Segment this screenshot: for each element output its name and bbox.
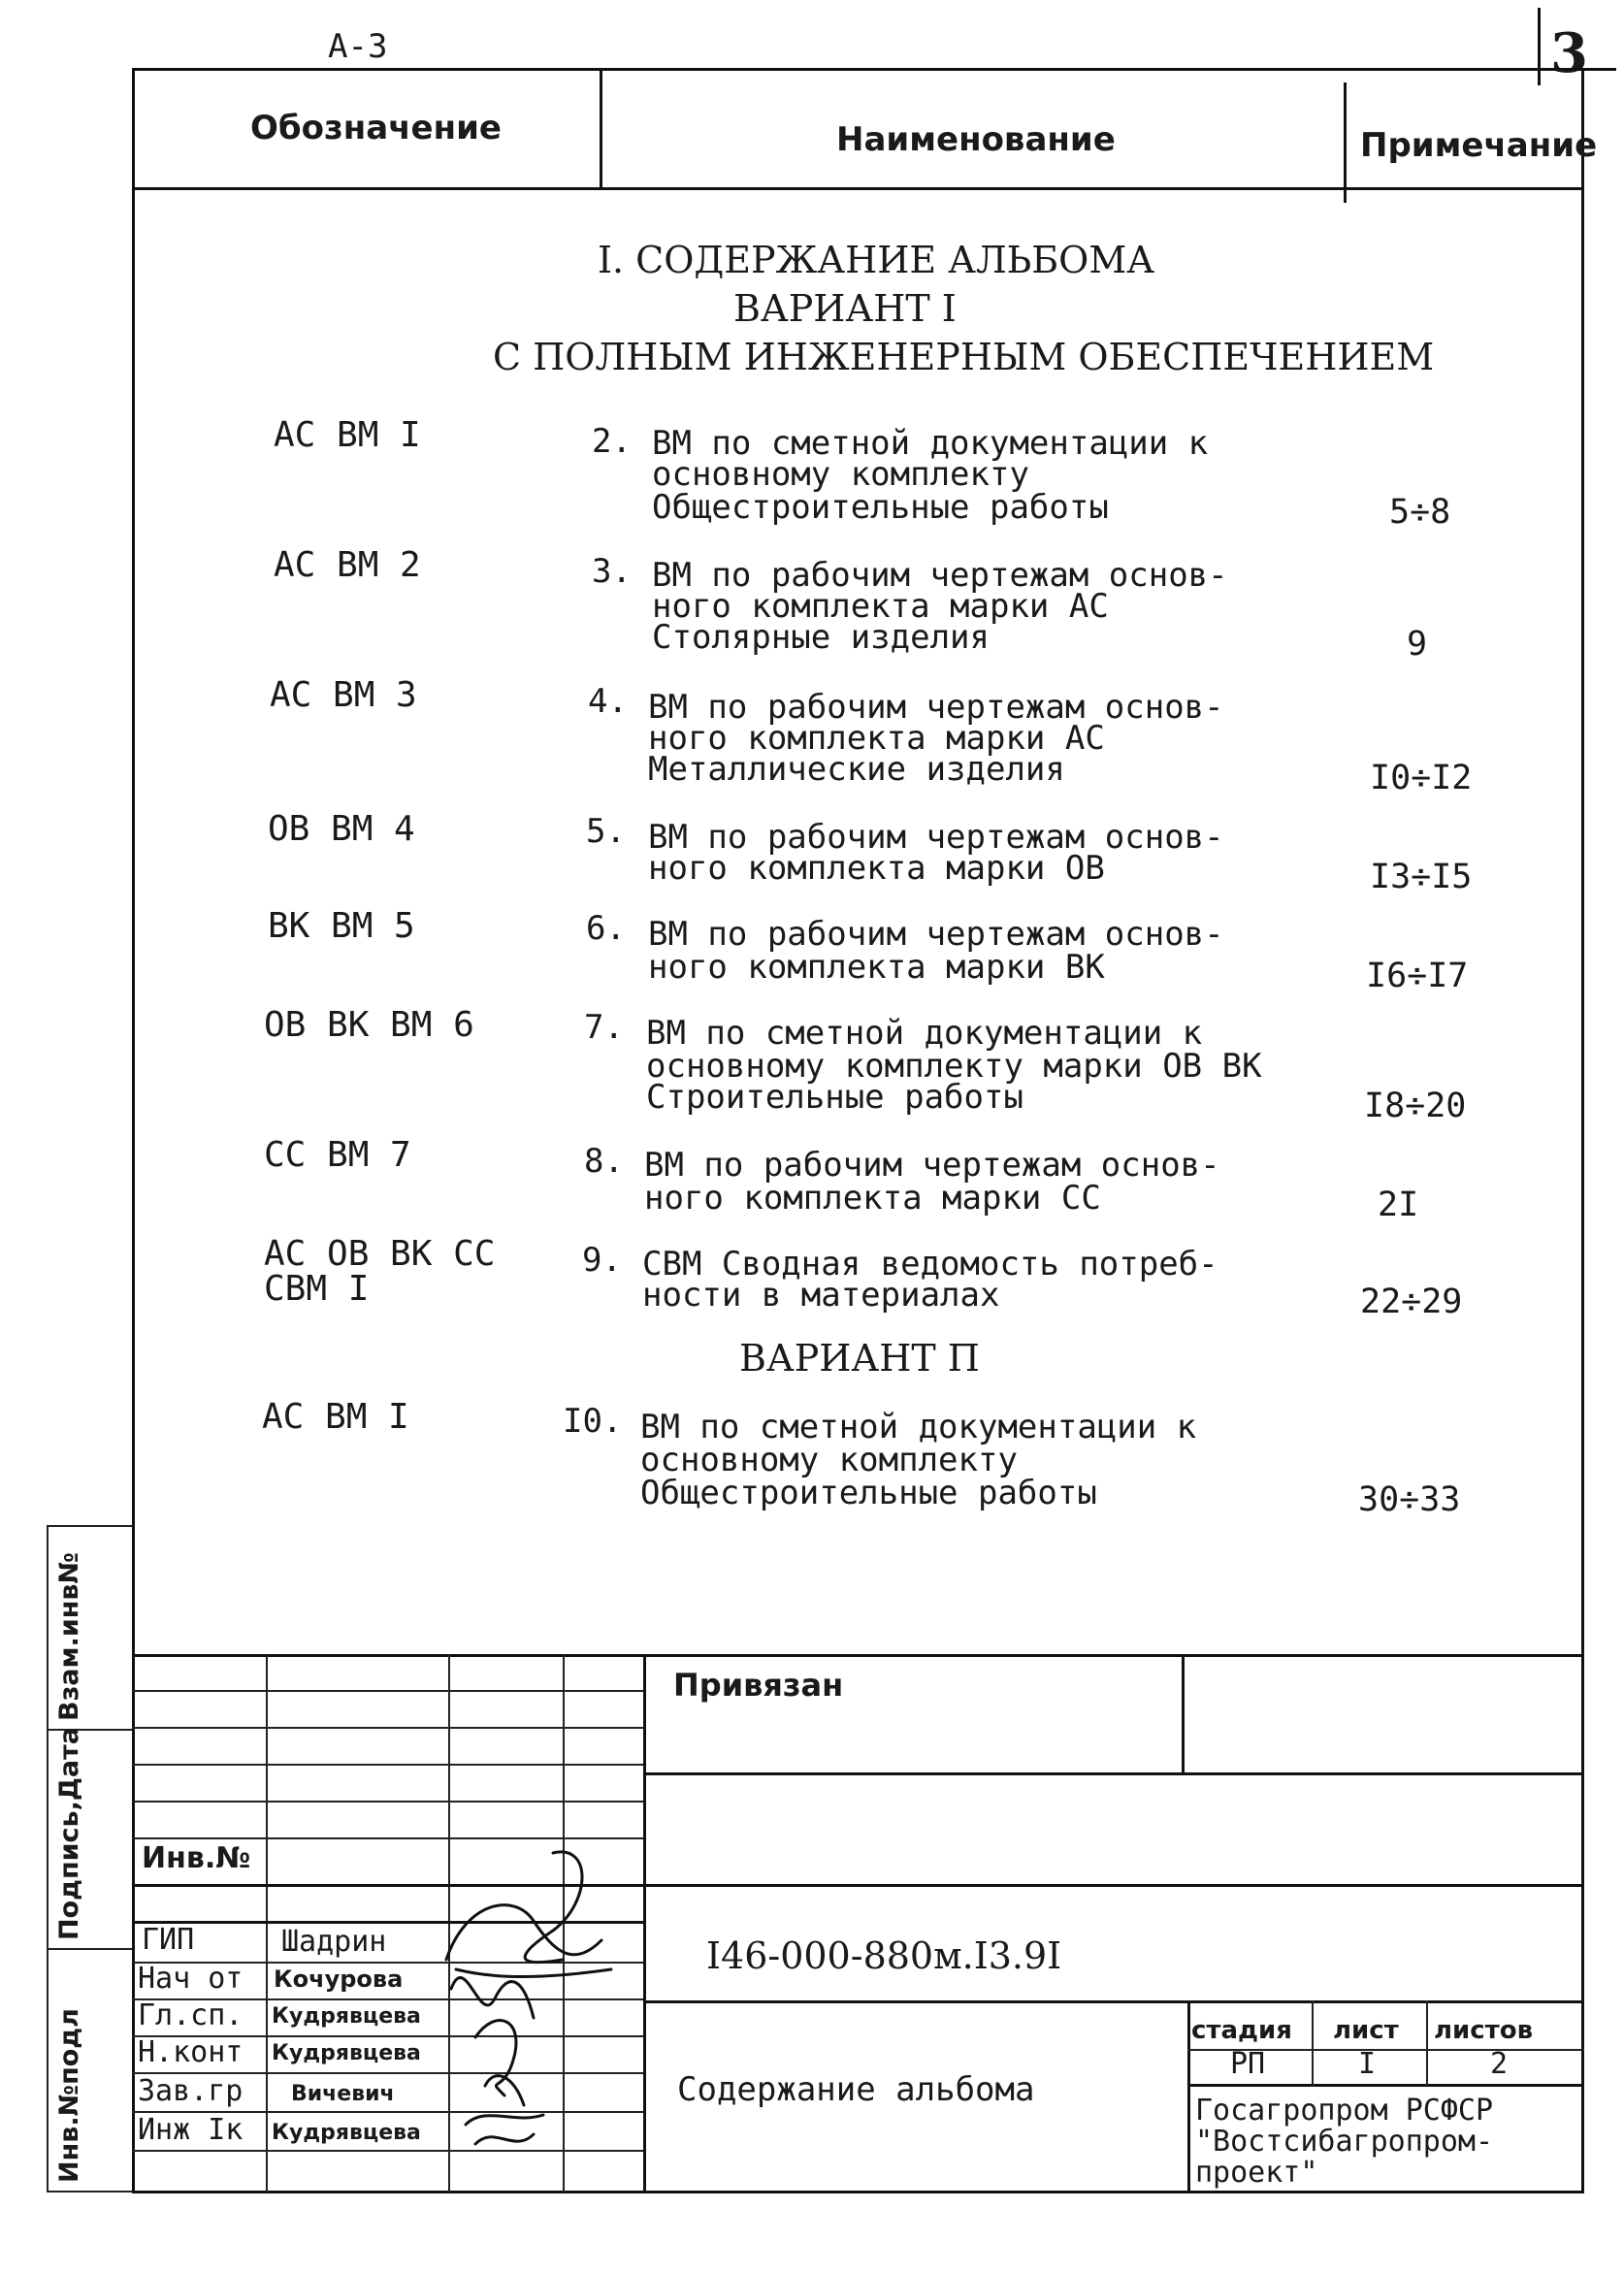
organization-line: Госагропром РСФСР <box>1195 2094 1494 2128</box>
entry-code: СС ВМ 7 <box>264 1135 411 1175</box>
title-block-border <box>643 1884 1584 1887</box>
side-stamp-border <box>47 1525 132 1527</box>
signer-role: Зав.гр <box>138 2074 244 2108</box>
entry-text: ного комплекта марки АС <box>648 719 1105 758</box>
signer-name: Кудрявцева <box>272 2121 421 2145</box>
title-block-border <box>132 1654 1584 1657</box>
signer-name: Кудрявцева <box>272 2004 421 2029</box>
entry-pages: I8÷20 <box>1364 1087 1467 1125</box>
entry-text: Строительные работы <box>646 1078 1023 1117</box>
signer-name: Шадрин <box>281 1925 387 1959</box>
title-block-border <box>1426 2000 1428 2086</box>
entry-text: Общестроительные работы <box>640 1474 1097 1512</box>
entry-number: 3. <box>592 552 632 591</box>
entry-number: 4. <box>588 682 628 721</box>
entry-text: ВМ по рабочим чертежам основ- <box>652 556 1228 595</box>
signer-role: Нач от <box>138 1962 244 1996</box>
title-block-border <box>1187 2000 1190 2193</box>
sheets-value: 2 <box>1490 2047 1509 2081</box>
document-title: Содержание альбома <box>677 2070 1035 2109</box>
signer-role: Инж Iк <box>138 2113 244 2147</box>
entry-text: основному комплекту <box>640 1441 1018 1479</box>
document-code: I46-000-880м.I3.9I <box>706 1934 1062 1977</box>
variant-1-title: ВАРИАНТ I <box>733 287 957 330</box>
entry-text: основному комплекту <box>652 455 1029 494</box>
side-stamp-border <box>47 1948 132 1950</box>
signer-name: Кудрявцева <box>272 2041 421 2065</box>
entry-code: ОВ ВМ 4 <box>268 809 415 849</box>
entry-text: ного комплекта марки ОВ <box>648 849 1105 888</box>
variant-2-title: ВАРИАНТ П <box>739 1337 980 1380</box>
side-stamp-border <box>47 2191 132 2193</box>
entry-code: АС ВМ I <box>274 415 421 455</box>
entry-code: АС ВМ 2 <box>274 545 421 585</box>
side-stamp-podpis: Подпись,Дата <box>54 1727 84 1940</box>
bound-label: Привязан <box>673 1667 844 1704</box>
entry-code: ОВ ВК ВМ 6 <box>264 1005 474 1045</box>
header-divider <box>132 187 1584 190</box>
entry-code: АС ВМ I <box>262 1397 409 1437</box>
inv-number-label: Инв.№ <box>142 1841 251 1875</box>
side-stamp-vzam: Взам.инв№ <box>54 1552 84 1721</box>
entry-number: 8. <box>584 1142 624 1181</box>
entry-text: ВМ по рабочим чертежам основ- <box>648 915 1224 954</box>
format-label: А-3 <box>328 27 388 66</box>
entry-code: ВК ВМ 5 <box>268 906 415 946</box>
header-note: Примечание <box>1360 126 1598 165</box>
title-block-border <box>1187 2084 1584 2087</box>
entry-pages: I6÷I7 <box>1366 957 1469 995</box>
title-block-border <box>132 1690 643 1692</box>
entry-text: ности в материалах <box>642 1276 1000 1315</box>
stage-value: РП <box>1230 2047 1266 2081</box>
title-block-border <box>132 1801 643 1803</box>
frame-line <box>1581 68 1584 2193</box>
signer-name: Вичевич <box>291 2082 395 2106</box>
frame-line <box>132 68 1616 71</box>
section-subtitle: С ПОЛНЫМ ИНЖЕНЕРНЫМ ОБЕСПЕЧЕНИЕМ <box>493 336 1435 378</box>
sheet-value: I <box>1358 2047 1377 2081</box>
sheet-label: лист <box>1333 2016 1399 2045</box>
entry-pages: 9 <box>1407 625 1428 664</box>
title-block-border <box>132 1727 643 1729</box>
signer-name: Кочурова <box>274 1965 404 1993</box>
frame-line <box>132 2191 1584 2193</box>
entry-text: ного комплекта марки ВК <box>648 948 1105 987</box>
header-name: Наименование <box>836 120 1116 159</box>
entry-text: ного комплекта марки СС <box>644 1179 1101 1218</box>
entry-number: 9. <box>582 1241 622 1280</box>
entry-pages: I3÷I5 <box>1370 858 1473 896</box>
entry-text: ВМ по сметной документации к <box>640 1408 1197 1446</box>
entry-number: 5. <box>586 812 626 851</box>
title-block-border <box>643 1772 1584 1775</box>
title-block-border <box>132 1764 643 1766</box>
signer-role: ГИП <box>142 1923 195 1957</box>
stage-label: стадия <box>1191 2016 1292 2045</box>
entry-pages: 30÷33 <box>1358 1480 1461 1519</box>
entry-pages: 5÷8 <box>1389 493 1451 532</box>
header-divider <box>1344 82 1347 203</box>
sheets-label: листов <box>1434 2016 1534 2045</box>
entry-text: СВМ Сводная ведомость потреб- <box>642 1245 1218 1283</box>
header-designation: Обозначение <box>250 109 502 147</box>
signer-role: Н.конт <box>138 2035 244 2069</box>
signer-role: Гл.сп. <box>138 1998 244 2032</box>
entry-number: 2. <box>592 422 632 461</box>
page-number: 3 <box>1550 21 1588 85</box>
entry-text: Общестроительные работы <box>652 488 1109 527</box>
title-block-border <box>643 2000 1584 2003</box>
entry-pages: I0÷I2 <box>1370 759 1473 797</box>
entry-text: ВМ по рабочим чертежам основ- <box>644 1146 1220 1185</box>
entry-pages: 2I <box>1378 1186 1419 1224</box>
entry-code: АС ОВ ВК СС <box>264 1234 496 1274</box>
entry-text: ВМ по сметной документации к <box>652 424 1209 463</box>
entry-pages: 22÷29 <box>1360 1283 1463 1321</box>
entry-number: I0. <box>563 1402 623 1441</box>
section-title: I. СОДЕРЖАНИЕ АЛЬБОМА <box>598 239 1155 281</box>
entry-code: СВМ I <box>264 1269 370 1309</box>
entry-text: ного комплекта марки АС <box>652 587 1109 626</box>
title-block-border <box>1182 1654 1185 1774</box>
frame-line <box>132 68 135 2193</box>
entry-number: 6. <box>586 909 626 948</box>
side-stamp-inv: Инв.№подл <box>54 2008 84 2183</box>
organization-line: проект" <box>1195 2156 1318 2190</box>
frame-line <box>1538 8 1541 85</box>
organization-line: "Востсибагропром- <box>1195 2125 1494 2159</box>
title-block-border <box>1312 2000 1314 2086</box>
handwritten-signatures <box>427 1834 621 2163</box>
entry-code: АС ВМ 3 <box>270 675 417 715</box>
entry-text: ВМ по сметной документации к <box>646 1014 1203 1053</box>
entry-text: ВМ по рабочим чертежам основ- <box>648 818 1224 857</box>
header-divider <box>600 68 602 189</box>
entry-text: Столярные изделия <box>652 618 990 657</box>
entry-number: 7. <box>584 1008 624 1047</box>
side-stamp-border <box>47 1525 49 2193</box>
entry-text: Металлические изделия <box>648 750 1065 789</box>
entry-text: основному комплекту марки ОВ ВК <box>646 1047 1262 1086</box>
title-block-border <box>643 1654 646 2193</box>
entry-text: ВМ по рабочим чертежам основ- <box>648 688 1224 727</box>
